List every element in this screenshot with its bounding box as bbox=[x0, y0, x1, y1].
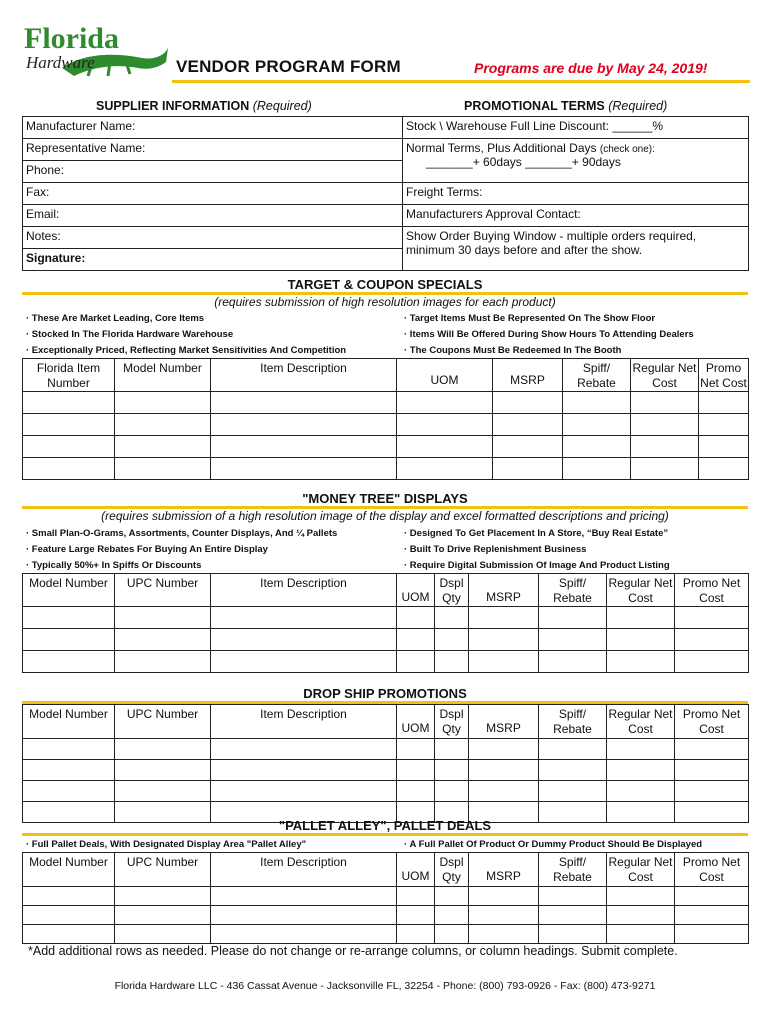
svg-text:Hardware: Hardware bbox=[26, 53, 95, 72]
col-spiff-rebate: Spiff/ Rebate bbox=[563, 359, 631, 392]
col-model-number: Model Number bbox=[23, 574, 115, 607]
col-item-description: Item Description bbox=[211, 359, 397, 392]
form-title: VENDOR PROGRAM FORM bbox=[176, 57, 401, 76]
pallet-bullet-right: · A Full Pallet Of Product Or Dummy Product Should Be Displayed bbox=[404, 839, 703, 850]
money-tree-bullets-left: · Small Plan-O-Grams, Assortments, Counter Displays, And ¼ Pallets · Feature Large Rebates For Buying An Entire Display · Typically 50%+ In Spiffs Or Discounts bbox=[26, 528, 338, 571]
target-bullets-left: · These Are Market Leading, Core Items · Stocked In The Florida Hardware Warehouse · Exceptionally Priced, Reflecting Market Sensitivities And Competition bbox=[26, 313, 347, 356]
fax-field[interactable]: Fax: bbox=[23, 183, 403, 205]
table-row[interactable] bbox=[23, 458, 749, 480]
instructions-note: *Add additional rows as needed. Please do not change or re-arrange columns, or column headings. Submit complete. bbox=[28, 944, 678, 958]
show-order-window: Show Order Buying Window - multiple orders required, minimum 30 days before and after the show. bbox=[403, 227, 749, 271]
pallet-divider bbox=[22, 833, 748, 836]
drop-ship-table bbox=[22, 704, 749, 823]
col-promo-net-cost: Promo Net Cost bbox=[699, 359, 749, 392]
table-row[interactable] bbox=[23, 760, 749, 781]
table-row[interactable] bbox=[23, 651, 749, 673]
col-msrp: MSRP bbox=[469, 574, 539, 607]
table-row[interactable] bbox=[23, 781, 749, 802]
col-promo-net-cost: Promo Net Cost bbox=[675, 574, 749, 607]
col-item-description: Item Description bbox=[211, 705, 397, 739]
col-promo-net-cost: Promo Net Cost bbox=[675, 853, 749, 887]
col-dspl-qty: Dspl Qty bbox=[435, 705, 469, 739]
money-tree-subtitle: (requires submission of a high resolution image of the display and excel formatted descriptions and pricing) bbox=[101, 509, 669, 523]
normal-terms-field[interactable]: Normal Terms, Plus Additional Days (check one): _______+ 60days _______+ 90days bbox=[403, 139, 749, 183]
email-field[interactable]: Email: bbox=[23, 205, 403, 227]
col-msrp: MSRP bbox=[469, 853, 539, 887]
freight-terms-field[interactable]: Freight Terms: bbox=[403, 183, 749, 205]
col-promo-net-cost: Promo Net Cost bbox=[675, 705, 749, 739]
col-florida-item-number: Florida Item Number bbox=[23, 359, 115, 392]
stock-discount-field[interactable]: Stock \ Warehouse Full Line Discount: ______% bbox=[403, 117, 749, 139]
table-row[interactable] bbox=[23, 887, 749, 906]
col-msrp: MSRP bbox=[469, 705, 539, 739]
col-model-number: Model Number bbox=[115, 359, 211, 392]
signature-field[interactable]: Signature: bbox=[23, 249, 403, 271]
drop-ship-title: DROP SHIP PROMOTIONS bbox=[303, 686, 467, 701]
table-row[interactable] bbox=[23, 392, 749, 414]
col-upc-number: UPC Number bbox=[115, 705, 211, 739]
col-model-number: Model Number bbox=[23, 853, 115, 887]
target-title: TARGET & COUPON SPECIALS bbox=[287, 277, 483, 292]
info-table bbox=[22, 116, 749, 271]
pallet-bullet-left: · Full Pallet Deals, With Designated Display Area "Pallet Alley" bbox=[26, 839, 307, 850]
col-dspl-qty: Dspl Qty bbox=[435, 853, 469, 887]
pallet-title: "PALLET ALLEY", PALLET DEALS bbox=[278, 818, 492, 833]
deadline-notice: Programs are due by May 24, 2019! bbox=[474, 60, 708, 76]
approval-contact-field[interactable]: Manufacturers Approval Contact: bbox=[403, 205, 749, 227]
col-item-description: Item Description bbox=[211, 853, 397, 887]
col-uom: UOM bbox=[397, 359, 493, 392]
col-upc-number: UPC Number bbox=[115, 574, 211, 607]
money-tree-title: "MONEY TREE" DISPLAYS bbox=[302, 491, 468, 506]
footer-contact: Florida Hardware LLC - 436 Cassat Avenue - Jacksonville FL, 32254 - Phone: (800) 793-0926 - Fax: (800) 473-9271 bbox=[114, 980, 656, 992]
manufacturer-name-field[interactable]: Manufacturer Name: bbox=[23, 117, 403, 139]
target-subtitle: (requires submission of high resolution images for each product) bbox=[214, 295, 556, 309]
money-tree-bullets-right: · Designed To Get Placement In A Store, “Buy Real Estate” · Built To Drive Replenishment Business · Require Digital Submission Of Image And Product Listing bbox=[404, 528, 670, 571]
col-upc-number: UPC Number bbox=[115, 853, 211, 887]
col-regular-net-cost: Regular Net Cost bbox=[607, 853, 675, 887]
notes-field[interactable]: Notes: bbox=[23, 227, 403, 249]
target-bullets-right: · Target Items Must Be Represented On The Show Floor · Items Will Be Offered During Show Hours To Attending Dealers · The Coupons Must Be Redeemed In The Booth bbox=[404, 313, 694, 356]
supplier-heading: SUPPLIER INFORMATION (Required) bbox=[96, 99, 312, 113]
table-row[interactable] bbox=[23, 925, 749, 944]
col-spiff-rebate: Spiff/ Rebate bbox=[539, 574, 607, 607]
col-regular-net-cost: Regular Net Cost bbox=[631, 359, 699, 392]
col-spiff-rebate: Spiff/ Rebate bbox=[539, 853, 607, 887]
col-regular-net-cost: Regular Net Cost bbox=[607, 705, 675, 739]
table-row[interactable] bbox=[23, 739, 749, 760]
table-row[interactable] bbox=[23, 414, 749, 436]
col-msrp: MSRP bbox=[493, 359, 563, 392]
col-regular-net-cost: Regular Net Cost bbox=[607, 574, 675, 607]
header-divider bbox=[172, 80, 750, 83]
col-spiff-rebate: Spiff/ Rebate bbox=[539, 705, 607, 739]
col-item-description: Item Description bbox=[211, 574, 397, 607]
col-uom: UOM bbox=[397, 705, 435, 739]
target-table bbox=[22, 358, 749, 480]
col-dspl-qty: Dspl Qty bbox=[435, 574, 469, 607]
col-uom: UOM bbox=[397, 853, 435, 887]
representative-name-field[interactable]: Representative Name: bbox=[23, 139, 403, 161]
table-row[interactable] bbox=[23, 629, 749, 651]
table-row[interactable] bbox=[23, 436, 749, 458]
promo-heading: PROMOTIONAL TERMS (Required) bbox=[464, 99, 668, 113]
florida-hardware-logo bbox=[22, 18, 172, 86]
pallet-table bbox=[22, 852, 749, 944]
col-uom: UOM bbox=[397, 574, 435, 607]
phone-field[interactable]: Phone: bbox=[23, 161, 403, 183]
money-tree-table bbox=[22, 573, 749, 673]
table-row[interactable] bbox=[23, 607, 749, 629]
svg-text:Florida: Florida bbox=[24, 22, 119, 55]
col-model-number: Model Number bbox=[23, 705, 115, 739]
table-row[interactable] bbox=[23, 906, 749, 925]
